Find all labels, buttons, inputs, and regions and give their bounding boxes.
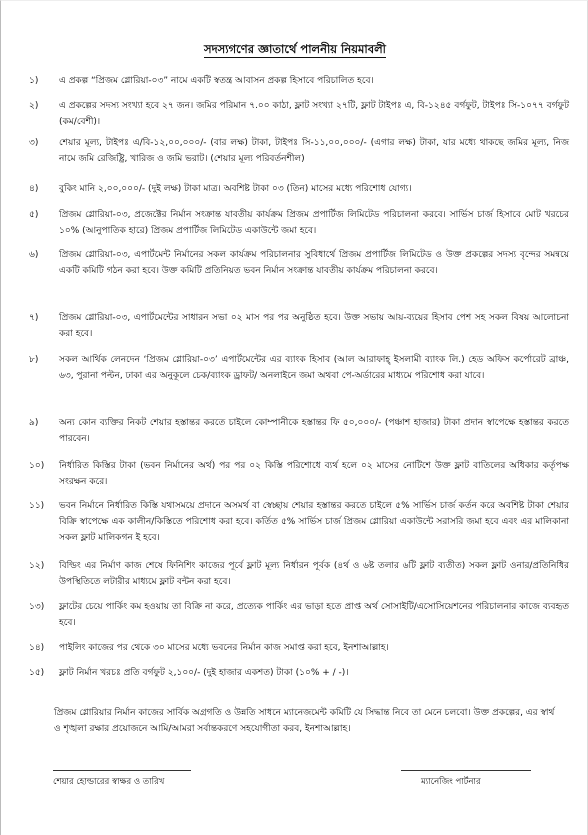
rule-number: ২) [29, 101, 39, 111]
signature-label-right: ম্যানেজিং পার্টনার [421, 777, 481, 787]
rule-number: ১) [29, 76, 39, 86]
rule-text: প্রিজম গ্লোরিয়া-০৩, প্রজেক্টের নির্মান সংক্রান্ত যাবতীয় কার্যক্রম প্রিজম প্রপার্টিজ লিমিটেড পরিচালনা করবে। সার্ভিস চার্জ হিসাবে মোট খরচের ১০% (আনুপাতিক হারে) প্রিজম প্রপার্টিজ লিমিটেড একাউন্টে জমা হবে। [59, 210, 569, 236]
rule-4 [29, 181, 569, 197]
rule-15 [29, 665, 569, 681]
rule-text: পাইলিং কাজের পর থেকে ৩০ মাসের মধ্যে ভবনের নির্মান কাজ সমাপ্ত করা হবে, ইনশাআল্লাহ। [59, 643, 389, 653]
signature-line-left [53, 770, 191, 771]
rule-6 [29, 247, 569, 279]
rule-number: ১৩) [29, 602, 45, 612]
signature-line-right [401, 770, 531, 771]
rule-number: ১০) [29, 461, 45, 471]
rule-number: ১৫) [29, 668, 45, 678]
rule-number: ৫) [29, 210, 39, 220]
rule-number: ৭) [29, 313, 39, 323]
rule-number: ৮) [29, 355, 39, 365]
rule-3 [29, 135, 569, 167]
closing-note: প্রিজম গ্লোরিয়ার নির্মান কাজের সার্বিক অগ্রগতি ও উন্নতি সাধনে ম্যানেজমেন্ট কমিটি যে সিদ্ধান্ত নিবে তা মেনে চলবো। উক্ত প্রকল্পের, এর স্বার্থ ও শৃঙ্খলা রক্ষার প্রয়োজনে আমি/আমরা সর্বান্তকরণে সহযোগীতা করব, ইনশাআল্লাহ। [54, 708, 555, 734]
rule-14 [29, 640, 569, 656]
rule-number: ১২) [29, 561, 45, 571]
rule-7 [29, 310, 569, 342]
rule-text: এ প্রকল্প “প্রিজম গ্লোরিয়া-০৩” নামে একটি স্বতন্ত্র আবাসন প্রকল্প হিসাবে পরিচালিত হবে। [59, 76, 374, 86]
rule-text: ভবন নির্মানে নির্ধারিত কিস্তি যথাসময়ে প্রদানে অসমর্থ বা স্বেচ্ছায় শেয়ার হস্তান্তর করতে চাইলে ৫% সার্ভিস চার্জ কর্তন করে অবশিষ্ট টাকা শেয়ার বিক্রি স্বাপেক্ষে এক কালীন/কিস্তিতে পরিশোধ করা হবে। কর্তিত ৫% সার্ভিস চার্জ প্রিজম গ্লোরিয়া একাউন্টে সরাসরি জমা হবে এবং এর মালিকানা সকল ফ্লাট মালিকগন ই হবে। [59, 501, 569, 543]
rule-number: ৬) [29, 250, 39, 260]
page-title [1, 41, 588, 60]
rule-11 [29, 498, 569, 546]
rule-text: ফ্লাটের চেয়ে পার্কিং কম হওয়ায় তা বিক্রি না করে, প্রত্যেক পার্কিং এর ভাড়া হতে প্রাপ্ত অর্থ সোসাইটি/এসোসিয়েশনের পরিচালনার কাজে ব্যবহৃত হবে। [59, 602, 569, 628]
rule-1 [29, 73, 569, 89]
rule-number: ৯) [29, 418, 39, 428]
rule-number: ১১) [29, 501, 45, 511]
rule-text: প্রিজম গ্লোরিয়া-০৩, এপার্টমেন্ট নির্মানের সকল কার্যক্রম পরিচালনার সুবিধার্থে প্রিজম প্রপার্টিজ লিমিটেড ও উক্ত প্রকল্পের সদস্য বৃন্দের সমন্বয়ে একটি কমিটি গঠন করা হবে। উক্ত কমিটি প্রতিনিয়ত ভবন নির্মান সংক্রান্ত যাবতীয় কার্যক্রম পরিচালনা করবে। [59, 250, 569, 276]
rule-text: এ প্রকল্পের সদস্য সংখ্যা হবে ২৭ জন। জমির পরিমান ৭.০০ কাঠা, ফ্লাট সংখ্যা ২৭টি, ফ্লাট টাইপঃ এ, বি-১২৪৫ বর্গফুট, টাইপঃ সি-১০৭৭ বর্গফুট (কম/বেশী)। [59, 101, 569, 127]
rule-5 [29, 207, 569, 239]
rule-text: বিল্ডিং এর নির্মাণ কাজ শেষে ফিনিশিং কাজের পূর্বে ফ্লাট মূল্য নির্ধারন পূর্বক (৪র্থ ও ৬ষ্ট তলার ৬টি ফ্লাট ব্যতীত) সকল ফ্লাট ওনার/প্রতিনিধির উপস্থিতিতে লটারীর মাধ্যমে ফ্লাট বন্টন করা হবে। [59, 561, 569, 587]
rule-number: ৩) [29, 138, 39, 148]
rule-text: সকল আর্থিক লেনদেন ‘প্রিজম গ্লোরিয়া-০৩’ এপার্টমেন্টের এর ব্যাংক হিসাব (আল আরাফাহ্‌ ইসলামী ব্যাংক লি.) হেড অফিস কর্পোরেট ব্রাঞ্চ, ৬৩, পুরানা পল্টন, ঢাকা এর অনুকূলে চেক/ব্যাংক ড্রাফট/ অনলাইনে জমা অথবা পে-অর্ডারের মাধ্যমে পরিশোধ করা যাবে। [59, 355, 569, 381]
signature-label-left: শেয়ার হোল্ডারের স্বাক্ষর ও তারিখ [53, 777, 165, 787]
rule-2 [29, 98, 569, 130]
page-title-text: সদস্যগণের জ্ঞাতার্থে পালনীয় নিয়মাবলী [204, 42, 386, 56]
rule-text: বুকিং মানি ২,০০,০০০/- (দুই লক্ষ) টাকা মাত্র। অবশিষ্ট টাকা ০৩ (তিন) মাসের মধ্যে পরিশোধ যোগ্য। [59, 184, 412, 194]
rule-text: নির্ধারিত কিস্তির টাকা (ভবন নির্মানের অর্থ) পর পর ০২ কিস্তি পরিশোধে ব্যর্থ হলে ০২ মাসের নোটিশে উক্ত ফ্লাট বাতিলের অধিকার কর্তৃপক্ষ সংরক্ষন করে। [59, 461, 569, 487]
rule-10 [29, 458, 569, 490]
rule-9 [29, 415, 569, 447]
rule-12 [29, 558, 569, 590]
rule-text: ফ্লাট নির্মান খরচঃ প্রতি বর্গফুট ২,১০০/- (দুই হাজার একশত) টাকা (১০% + / -)। [59, 668, 349, 678]
rule-text: শেয়ার মূল্য, টাইপঃ এ/বি-১২,০০,০০০/- (বার লক্ষ) টাকা, টাইপঃ সি-১১,০০,০০০/- (এগার লক্ষ) টাকা, যার মধ্যে থাকছে জমির মূল্য, নিজ নামে জমি রেজিষ্ট্রি, খারিজ ও জমি ভরাট। (শেয়ার মূল্য পরিবর্তনশীল) [59, 138, 569, 164]
rule-number: ৪) [29, 184, 39, 194]
rule-13 [29, 599, 569, 631]
rule-8 [29, 352, 569, 384]
rule-text: প্রিজম গ্লোরিয়া-০৩, এপার্টমেন্টের সাধারন সভা ০২ মাস পর পর অনুষ্ঠিত হবে। উক্ত সভায় আয়-ব্যয়ের হিসাব পেশ সহ সকল বিষয় আলোচনা করা হবে। [59, 313, 569, 339]
rule-number: ১৪) [29, 643, 45, 653]
rule-text: অন্য কোন ব্যক্তির নিকট শেয়ার হস্তান্তর করতে চাইলে কোম্পানীকে হস্তান্তর ফি ৫০,০০০/- (পঞ্চাশ হাজার) টাকা প্রদান স্বাপেক্ষে হস্তান্তর করতে পারবেন। [59, 418, 569, 444]
